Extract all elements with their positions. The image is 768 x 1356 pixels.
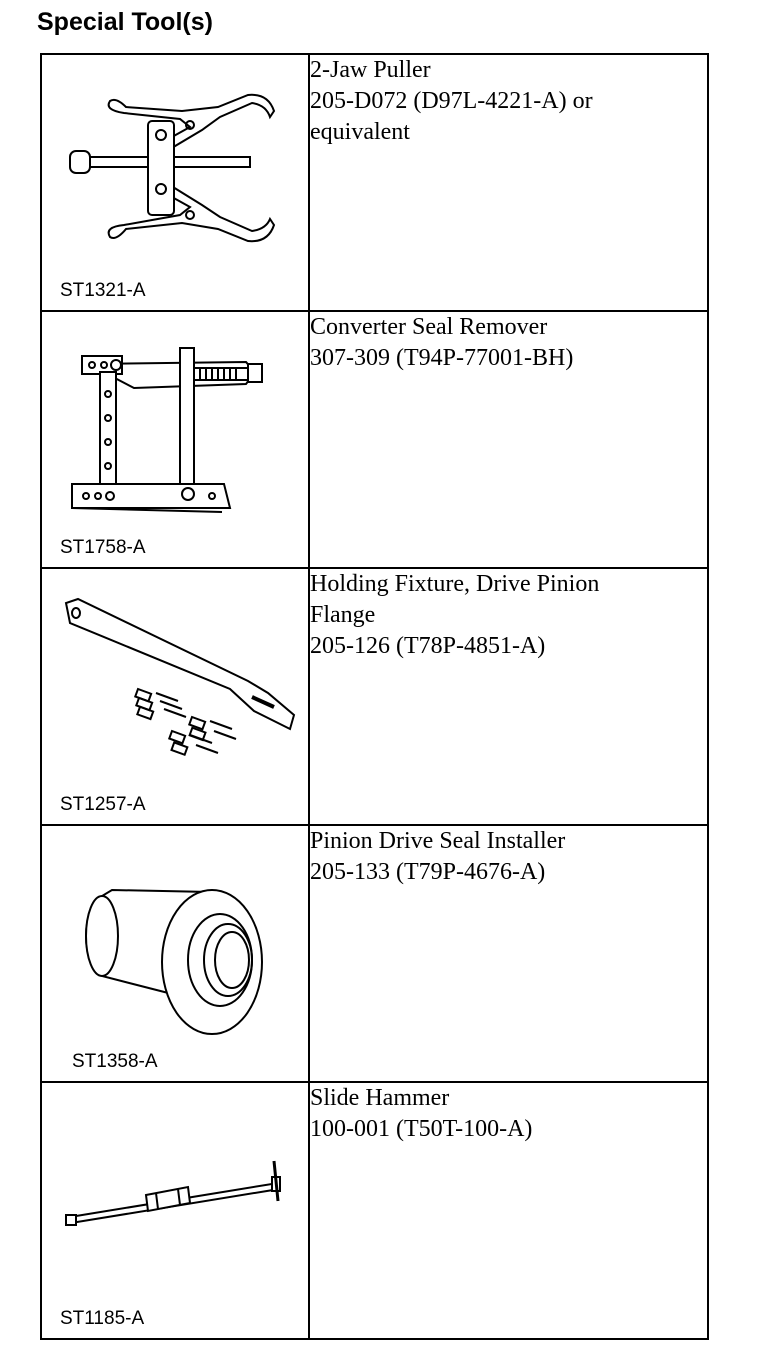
tool-name: Slide Hammer xyxy=(310,1085,450,1111)
tool-description xyxy=(309,825,708,1082)
table-row xyxy=(41,568,708,825)
table-row xyxy=(41,311,708,568)
tool-name-continued: Flange xyxy=(310,602,376,628)
tool-illustration-cell xyxy=(41,568,309,825)
tool-description xyxy=(309,311,708,568)
tool-illustration-cell xyxy=(41,825,309,1082)
tool-part-number: 205-133 (T79P-4676-A) xyxy=(310,859,546,885)
converter-seal-remover-icon xyxy=(42,312,308,567)
seal-installer-icon xyxy=(42,826,308,1081)
tool-part-number: 100-001 (T50T-100-A) xyxy=(310,1116,533,1142)
tool-name: 2-Jaw Puller xyxy=(310,57,431,83)
tool-description xyxy=(309,568,708,825)
tool-illustration-cell xyxy=(41,311,309,568)
tool-name: Converter Seal Remover xyxy=(310,314,548,340)
slide-hammer-icon xyxy=(42,1083,308,1338)
tool-illustration-cell xyxy=(41,54,309,311)
tool-part-number: 307-309 (T94P-77001-BH) xyxy=(310,345,574,371)
special-tools-table xyxy=(40,53,709,1340)
tool-part-number: 205-126 (T78P-4851-A) xyxy=(310,633,546,659)
tool-part-number: 205-D072 (D97L-4221-A) or xyxy=(310,88,593,114)
tool-description xyxy=(309,1082,708,1339)
tool-illustration-cell xyxy=(41,1082,309,1339)
page-heading: Special Tool(s) xyxy=(37,8,213,36)
tool-name: Pinion Drive Seal Installer xyxy=(310,828,566,854)
tool-note: equivalent xyxy=(310,119,410,145)
figure-label: ST1321-A xyxy=(60,280,146,301)
figure-label: ST1758-A xyxy=(60,537,146,558)
tool-description xyxy=(309,54,708,311)
figure-label: ST1358-A xyxy=(72,1051,158,1072)
figure-label: ST1257-A xyxy=(60,794,146,815)
table-row xyxy=(41,1082,708,1339)
figure-label: ST1185-A xyxy=(60,1308,145,1329)
holding-fixture-icon xyxy=(42,569,308,824)
two-jaw-puller-icon xyxy=(42,55,308,310)
table-row xyxy=(41,54,708,311)
tool-name: Holding Fixture, Drive Pinion xyxy=(310,571,600,597)
table-row xyxy=(41,825,708,1082)
